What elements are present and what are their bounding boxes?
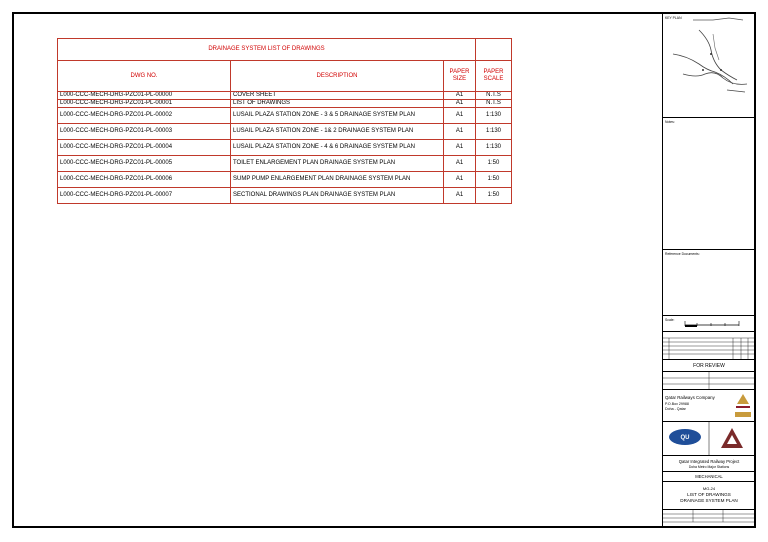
signature-grid: [663, 372, 755, 390]
col-header-paper-size: PAPER SIZE: [444, 61, 476, 92]
key-plan-map: [663, 14, 755, 118]
reference-documents-label: Reference Documents:: [665, 252, 700, 256]
col-header-paper-scale: PAPER SCALE: [476, 61, 512, 92]
paper-scale-cell: 1:50: [476, 188, 512, 204]
status-box: [663, 360, 755, 372]
table-row: [58, 172, 512, 188]
notes-box: [663, 118, 755, 250]
client-city: Doha - Qatar: [665, 407, 686, 411]
dwg-no-cell: L000-CCC-MECH-DRG-PZC01-PL-00002: [58, 108, 231, 124]
dwg-no-cell: L000-CCC-MECH-DRG-PZC01-PL-00006: [58, 172, 231, 188]
description-cell: LUSAIL PLAZA STATION ZONE - 4 & 6 DRAINAGE SYSTEM PLAN: [231, 140, 444, 156]
drawing-code: MG-24: [702, 486, 716, 491]
paper-size-cell: A1: [444, 124, 476, 140]
description-cell: TOILET ENLARGEMENT PLAN DRAINAGE SYSTEM PLAN: [231, 156, 444, 172]
contractor-logos-box: [663, 422, 755, 456]
scale-label: Scale:: [665, 318, 675, 322]
contractor-logos: [663, 422, 755, 456]
drawing-info-grid: [663, 510, 755, 526]
project-box: [663, 456, 755, 472]
description-cell: COVER SHEET: [231, 92, 444, 100]
col-header-description: DESCRIPTION: [231, 61, 444, 92]
svg-text:QU: QU: [680, 435, 690, 441]
notes-label: Notes:: [665, 120, 675, 124]
dwg-no-cell: L000-CCC-MECH-DRG-PZC01-PL-00004: [58, 140, 231, 156]
paper-scale-cell: 1:50: [476, 156, 512, 172]
dwg-no-cell: L000-CCC-MECH-DRG-PZC01-PL-00005: [58, 156, 231, 172]
discipline-box: [663, 472, 755, 482]
drawing-subtitle: DRAINAGE SYSTEM PLAN: [680, 498, 738, 503]
description-cell: SECTIONAL DRAWINGS PLAN DRAINAGE SYSTEM PLAN: [231, 188, 444, 204]
paper-size-cell: A1: [444, 156, 476, 172]
key-plan-box: [663, 14, 755, 118]
client-name: Qatar Railways Company: [665, 395, 715, 400]
key-plan-label: KEY PLAN: [665, 16, 682, 20]
signature-box: [663, 372, 755, 390]
paper-size-cell: A1: [444, 140, 476, 156]
paper-scale-cell: N.T.S: [476, 100, 512, 108]
paper-scale-cell: 1:50: [476, 172, 512, 188]
paper-size-cell: A1: [444, 188, 476, 204]
paper-scale-cell: 1:130: [476, 124, 512, 140]
description-cell: LIST OF DRAWINGS: [231, 100, 444, 108]
description-cell: SUMP PUMP ENLARGEMENT PLAN DRAINAGE SYSTEM PLAN: [231, 172, 444, 188]
qatar-rail-logo-icon: [733, 392, 753, 420]
revision-grid: [663, 332, 755, 360]
dwg-no-cell: L000-CCC-MECH-DRG-PZC01-PL-00007: [58, 188, 231, 204]
description-cell: LUSAIL PLAZA STATION ZONE - 3 & 5 DRAINAGE SYSTEM PLAN: [231, 108, 444, 124]
paper-scale-cell: 1:130: [476, 140, 512, 156]
table-title: DRAINAGE SYSTEM LIST OF DRAWINGS: [58, 39, 476, 61]
drawing-list-table: [57, 38, 511, 208]
revision-table: [663, 332, 755, 360]
title-block: [662, 14, 755, 526]
table-row: [58, 108, 512, 124]
status-text: FOR REVIEW: [693, 363, 725, 369]
paper-scale-cell: 1:130: [476, 108, 512, 124]
client-box: [663, 390, 755, 422]
drawing-info-lines: [663, 510, 755, 526]
table-row: [58, 92, 512, 100]
paper-scale-cell: N.T.S: [476, 92, 512, 100]
project-title: Qatar Integrated Railway Project: [678, 459, 740, 464]
table-row: [58, 156, 512, 172]
table-row: [58, 124, 512, 140]
table-row: [58, 188, 512, 204]
project-subtitle: Doha Metro Major Stations: [688, 465, 730, 469]
paper-size-cell: A1: [444, 100, 476, 108]
table-row: [58, 140, 512, 156]
scale-bar-icon: [663, 316, 755, 332]
dwg-no-cell: L000-CCC-MECH-DRG-PZC01-PL-00001: [58, 100, 231, 108]
description-cell: LUSAIL PLAZA STATION ZONE - 1& 2 DRAINAGE SYSTEM PLAN: [231, 124, 444, 140]
dwg-no-cell: L000-CCC-MECH-DRG-PZC01-PL-00000: [58, 92, 231, 100]
col-header-dwg-no: DWG NO.: [58, 61, 231, 92]
paper-size-cell: A1: [444, 108, 476, 124]
dwg-no-cell: L000-CCC-MECH-DRG-PZC01-PL-00003: [58, 124, 231, 140]
paper-size-cell: A1: [444, 172, 476, 188]
client-po: P.O.Box 29988: [665, 402, 689, 406]
paper-size-cell: A1: [444, 92, 476, 100]
drawing-title-box: [663, 482, 755, 510]
reference-documents-box: [663, 250, 755, 316]
table-row: [58, 100, 512, 108]
discipline-text: MECHANICAL: [695, 474, 723, 479]
scale-box: [663, 316, 755, 332]
drawing-title: LIST OF DRAWINGS: [687, 492, 731, 497]
